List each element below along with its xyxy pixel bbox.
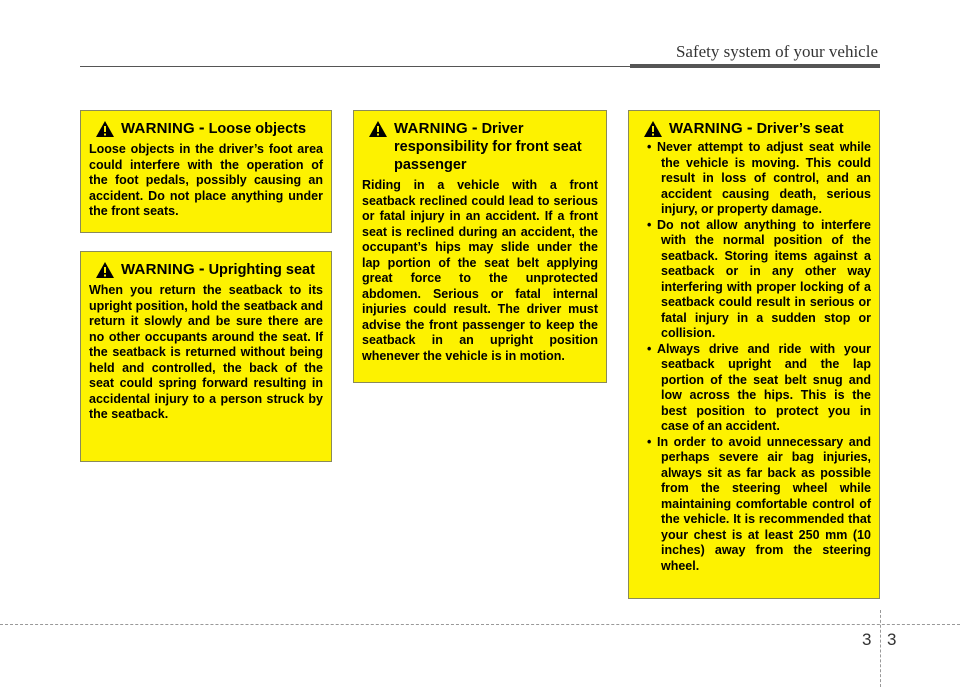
warning-box-uprighting-seat (80, 251, 332, 462)
warning-box-loose-objects (80, 110, 332, 233)
warning-topic: Loose objects (208, 121, 307, 137)
warning-separator: - (471, 118, 478, 137)
warning-label: WARNING (669, 120, 743, 137)
warning-box-driver-responsibility (353, 110, 607, 383)
footer-divider (880, 610, 881, 687)
warning-heading (89, 119, 323, 138)
header-rule-accent (630, 64, 880, 68)
warning-separator: - (198, 118, 205, 137)
warning-label: WARNING (121, 261, 195, 278)
warning-triangle-icon (643, 120, 663, 138)
list-item: • Always drive and ride with your seatback upright and the lap portion of the seat belt snug and low across the hips. This is the best position to protect you in case of an accident. (637, 342, 871, 435)
warning-body: Riding in a vehicle with a front seatback reclined could lead to serious or fatal injury in an accident. If a front seat is reclined during an accident, the occupant’s hips may slide under the lap portion of the seat belt applying great force to the unprotected abdomen. Serious or fatal internal injuries could result. The driver must advise the front passenger to keep the seatback in an upright position whenever the vehicle is in motion. (362, 178, 598, 363)
warning-heading (362, 119, 598, 174)
warning-topic: Driver’s seat (756, 121, 844, 137)
warning-body: When you return the seatback to its upright position, hold the seatback and return it slowly and be sure there are no other occupants around the seat. If the seatback is returned without being held and controlled, the back of the seat could spring forward resulting in accidental injury to a person struck by the seatback. (89, 283, 323, 421)
chapter-number: 3 (862, 630, 872, 649)
warning-bullet-list (637, 140, 871, 574)
warning-triangle-icon (95, 261, 115, 279)
warning-heading (637, 119, 871, 138)
footer-dashed-rule (0, 624, 960, 625)
warning-triangle-icon (368, 120, 388, 138)
warning-separator: - (198, 259, 205, 278)
warning-box-drivers-seat (628, 110, 880, 599)
warning-body: Loose objects in the driver’s foot area could interfere with the operation of the foot pedals, possibly causing an accident. Do not place anything under the front seats. (89, 142, 323, 218)
warning-topic: Driver responsibility for front seat passenger (394, 121, 582, 173)
list-item: • Do not allow anything to interfere with the normal position of the seatback. Storing items against a seatback or in any other way interfering with proper locking of a seatback could result in serious or fatal injury in a sudden stop or collision. (637, 218, 871, 342)
warning-separator: - (746, 118, 753, 137)
section-title: Safety system of your vehicle (675, 42, 878, 61)
warning-label: WARNING (121, 120, 195, 137)
list-item: • Never attempt to adjust seat while the vehicle is moving. This could result in loss of control, and an accident causing death, serious injury, or property damage. (637, 140, 871, 218)
warning-topic: Uprighting seat (208, 262, 315, 278)
warning-triangle-icon (95, 120, 115, 138)
page-number: 3 (887, 630, 897, 649)
list-item: • In order to avoid unnecessary and perhaps severe air bag injuries, always sit as far back as possible from the steering wheel while maintaining comfortable control of the vehicle. It is recommended that your chest is at least 250 mm (10 inches) away from the steering wheel. (637, 435, 871, 575)
warning-heading (89, 260, 323, 279)
warning-label: WARNING (394, 120, 468, 137)
